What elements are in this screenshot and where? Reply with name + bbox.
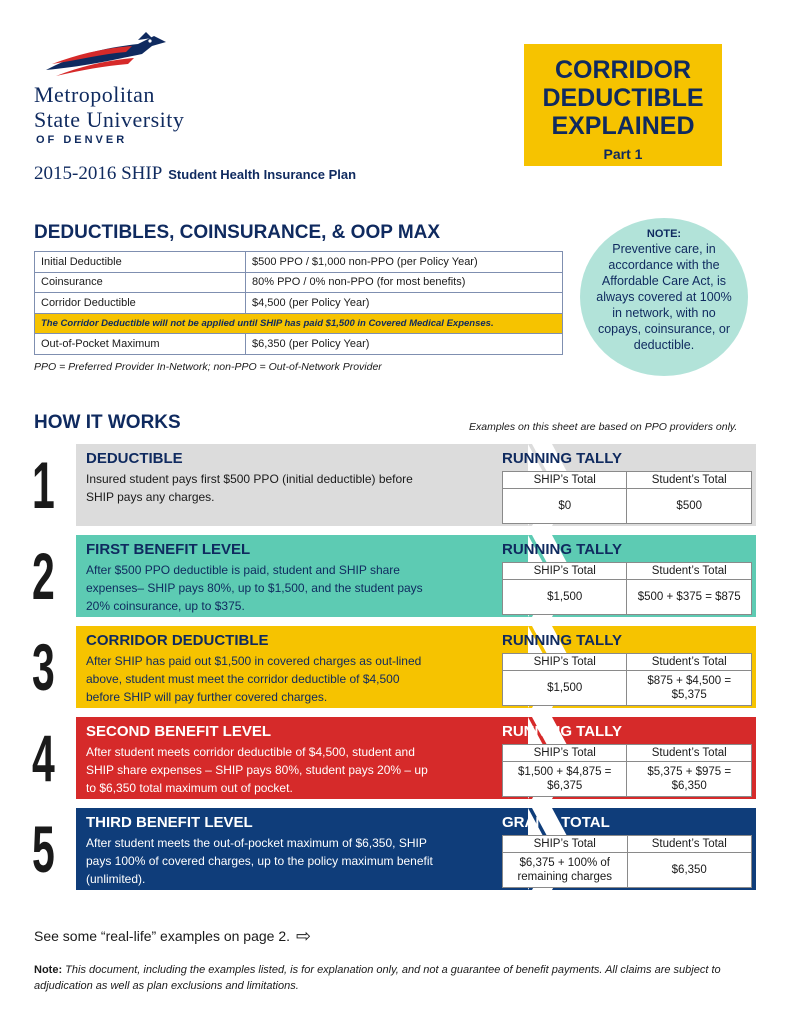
- deductibles-table: [34, 251, 563, 355]
- table-row: [35, 272, 563, 293]
- student-total: $500 + $375 = $875: [627, 580, 752, 615]
- step-band: [76, 808, 756, 890]
- table-cell-label: Out-of-Pocket Maximum: [35, 334, 246, 355]
- tally-header-ship: SHIP’s Total: [503, 563, 627, 580]
- student-total: $875 + $4,500 = $5,375: [627, 671, 752, 706]
- note-title: NOTE:: [646, 228, 682, 240]
- tally-title: RUNNING TALLY: [502, 450, 622, 467]
- tally-header-ship: SHIP’s Total: [503, 745, 627, 762]
- step-title: CORRIDOR DEDUCTIBLE: [86, 632, 269, 649]
- tally-header-ship: SHIP’s Total: [503, 654, 627, 671]
- step-band: [76, 626, 756, 708]
- ship-total: $1,500 + $4,875 = $6,375: [503, 762, 627, 797]
- table-cell-label: Corridor Deductible: [35, 293, 246, 314]
- table-cell-value: 80% PPO / 0% non-PPO (for most benefits): [246, 272, 563, 293]
- step-number: 2: [32, 539, 55, 613]
- tally-header-ship: SHIP’s Total: [503, 836, 628, 853]
- roadrunner-logo-icon: [42, 30, 172, 82]
- step-number: 1: [32, 448, 55, 522]
- ppo-definition: PPO = Preferred Provider In-Network; non-PPO = Out-of-Network Provider: [34, 361, 382, 373]
- step-title: SECOND BENEFIT LEVEL: [86, 723, 272, 740]
- table-cell-value: $6,350 (per Policy Year): [246, 334, 563, 355]
- tally-title: RUNNING TALLY: [502, 541, 622, 558]
- tally-table: [502, 744, 752, 797]
- disclaimer-note: [34, 962, 759, 994]
- table-row: [35, 252, 563, 273]
- step-4: [0, 717, 791, 799]
- see-more-text: See some “real-life” examples on page 2.: [34, 928, 291, 944]
- tally-header-student: Student’s Total: [627, 745, 752, 762]
- step-title: THIRD BENEFIT LEVEL: [86, 814, 253, 831]
- table-cell-label: Coinsurance: [35, 272, 246, 293]
- step-5: [0, 808, 791, 890]
- tally-title: GRAND TOTAL: [502, 814, 610, 831]
- plan-subtitle: [34, 163, 356, 185]
- step-description: After student meets corridor deductible of $4,500, student and SHIP share expenses – SHIP pays 80%, student pays 20% – up to $6,350 total maximum out of pocket.: [86, 745, 428, 795]
- tally-header-student: Student’s Total: [627, 836, 752, 853]
- table-cell-value: $4,500 (per Policy Year): [246, 293, 563, 314]
- see-more-link[interactable]: [34, 926, 311, 947]
- step-number: 4: [32, 721, 55, 795]
- step-band: [76, 444, 756, 526]
- step-description: After student meets the out-of-pocket maximum of $6,350, SHIP pays 100% of covered charges, up to the policy maximum benefit (unlimited).: [86, 836, 433, 886]
- tally-header-student: Student’s Total: [627, 472, 752, 489]
- step-band: [76, 717, 756, 799]
- deductibles-heading: DEDUCTIBLES, COINSURANCE, & OOP MAX: [34, 222, 441, 243]
- student-total: $5,375 + $975 = $6,350: [627, 762, 752, 797]
- step-2: [0, 535, 791, 617]
- logo-text-line1: Metropolitan: [34, 82, 155, 107]
- note-text: This document, including the examples listed, is for explanation only, and not a guarantee of benefit payments. All claims are subject to adjudication as well as plan exclusions and limitations.: [34, 964, 721, 992]
- table-row: [35, 334, 563, 355]
- note-body: Preventive care, in accordance with the Affordable Care Act, is always covered at 100% in network, with no copays, coinsurance, or deductible.: [596, 242, 732, 352]
- step-number: 3: [32, 630, 55, 704]
- plan-year: 2015-2016 SHIP: [34, 163, 163, 184]
- plan-name: Student Health Insurance Plan: [168, 167, 357, 182]
- tally-table: [502, 653, 752, 706]
- title-line2: DEDUCTIBLE: [542, 84, 704, 112]
- step-3: [0, 626, 791, 708]
- step-band: [76, 535, 756, 617]
- logo-text-line2: State University: [34, 107, 185, 132]
- student-total: $6,350: [627, 853, 752, 888]
- tally-table: [502, 562, 752, 615]
- tally-header-student: Student’s Total: [627, 563, 752, 580]
- title-line3: EXPLAINED: [551, 112, 695, 140]
- step-description: After SHIP has paid out $1,500 in covered charges as out-lined above, student must meet the corridor deductible of $4,500 before SHIP will pay further covered charges.: [86, 654, 422, 704]
- table-cell-label: Initial Deductible: [35, 252, 246, 273]
- tally-header-ship: SHIP’s Total: [503, 472, 627, 489]
- tally-table: [502, 471, 752, 524]
- tally-title: RUNNING TALLY: [502, 723, 622, 740]
- step-description: Insured student pays first $500 PPO (initial deductible) before SHIP pays any charges.: [86, 472, 413, 504]
- tally-title: RUNNING TALLY: [502, 632, 622, 649]
- ship-total: $1,500: [503, 580, 627, 615]
- right-arrow-icon: ⇨: [296, 926, 312, 946]
- step-title: FIRST BENEFIT LEVEL: [86, 541, 251, 558]
- step-title: DEDUCTIBLE: [86, 450, 183, 467]
- student-total: $500: [627, 489, 752, 524]
- table-row: [35, 293, 563, 314]
- step-description: After $500 PPO deductible is paid, student and SHIP share expenses– SHIP pays 80%, up to $1,500, and the student pays 20% coinsurance, up to $375.: [86, 563, 423, 613]
- note-label: Note:: [34, 964, 63, 976]
- table-cell-value: $500 PPO / $1,000 non-PPO (per Policy Year): [246, 252, 563, 273]
- examples-note: Examples on this sheet are based on PPO providers only.: [469, 421, 738, 433]
- university-logo: [34, 30, 254, 145]
- ship-total: $1,500: [503, 671, 627, 706]
- how-it-works-heading: HOW IT WORKS: [34, 412, 181, 433]
- ship-total: $0: [503, 489, 627, 524]
- tally-header-student: Student’s Total: [627, 654, 752, 671]
- tally-table: [502, 835, 752, 888]
- logo-text-line3: OF DENVER: [36, 134, 128, 146]
- step-1: [0, 444, 791, 526]
- table-warning-row: [35, 313, 563, 334]
- preventive-care-note: [580, 218, 748, 376]
- corridor-warning: The Corridor Deductible will not be applied until SHIP has paid $1,500 in Covered Medical Expenses.: [35, 313, 563, 334]
- part-label: Part 1: [603, 146, 643, 162]
- step-number: 5: [32, 812, 55, 886]
- title-line1: CORRIDOR: [554, 56, 692, 84]
- ship-total: $6,375 + 100% of remaining charges: [503, 853, 628, 888]
- document-title-box: [524, 44, 722, 166]
